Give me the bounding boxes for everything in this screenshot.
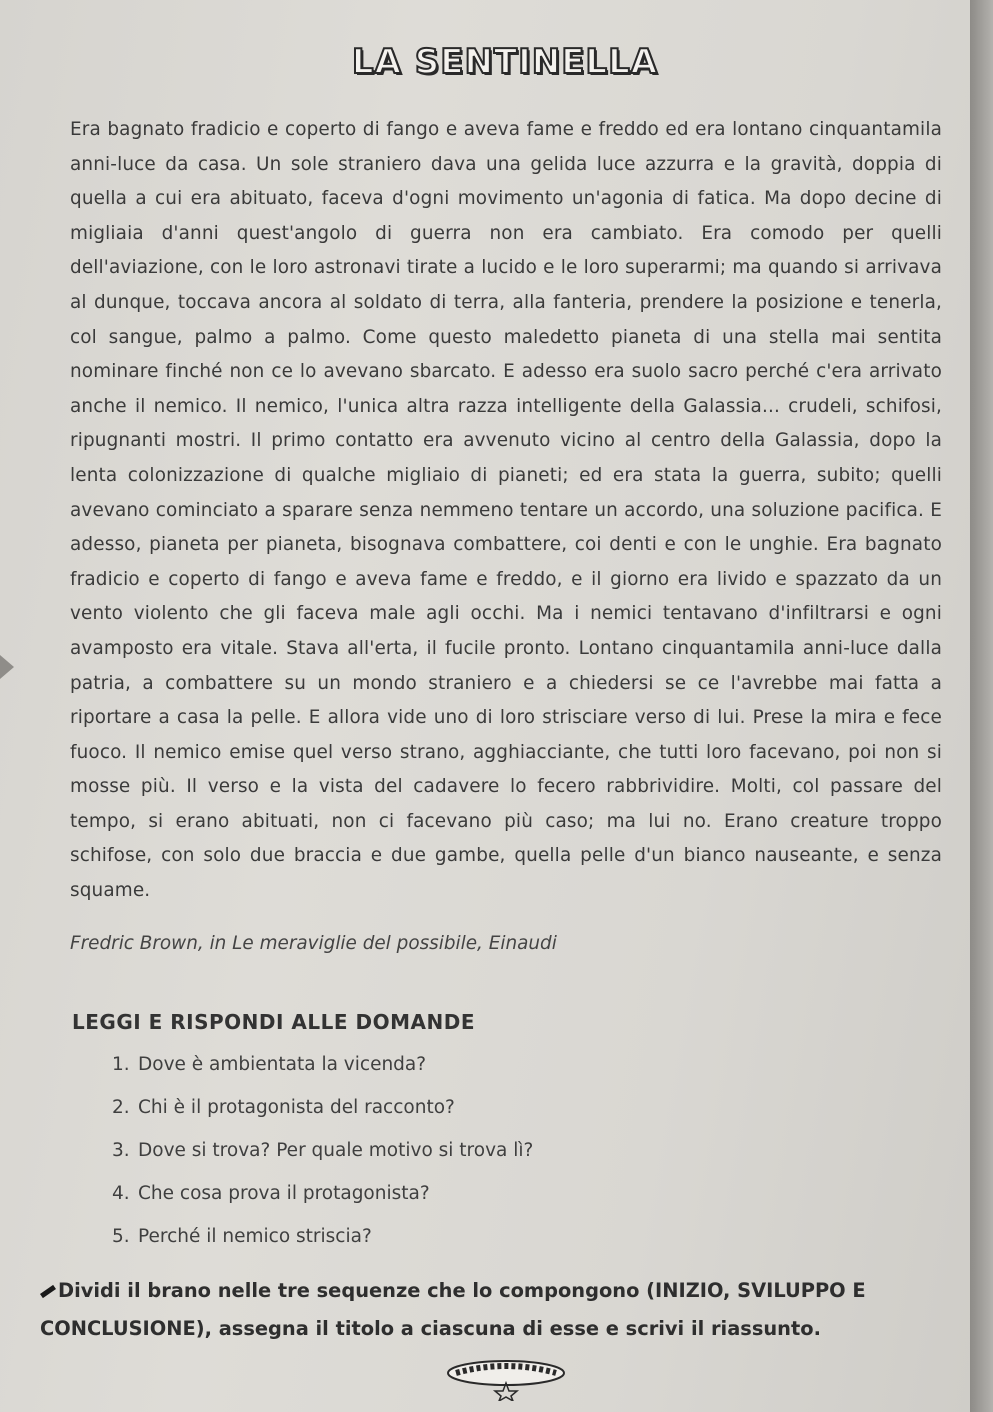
questions-heading: LEGGI E RISPONDI ALLE DOMANDE — [72, 1010, 475, 1034]
task-instruction: Dividi il brano nelle tre sequenze che lo compongono (INIZIO, SVILUPPO E CONCLUSIONE), assegna il titolo a ciascuna di esse e scrivi il riassunto. — [40, 1279, 866, 1340]
question-item: 5. Perché il nemico striscia? — [112, 1226, 372, 1247]
story-text: Era bagnato fradicio e coperto di fango e aveva fame e freddo ed era lontano cinquantamila anni-luce da casa. Un sole straniero dava una gelida luce azzurra e la gravità, doppia di quella a cui era abituato, faceva d'ogni movimento un'agonia di fatica. Ma dopo decine di migliaia d'anni quest'angolo di guerra non era cambiato. Era comodo per quelli dell'aviazione, con le loro astronavi tirate a lucido e le loro superarmi; ma quando si arrivava al dunque, toccava ancora al soldato di terra, alla fanteria, prendere la posizione e tenerla, col sangue, palmo a palmo. Come questo maledetto pianeta di una stella mai sentita nominare finché non ce lo avevano sbarcato. E adesso era suolo sacro perché c'era arrivato anche il nemico. Il nemico, l'unica altra razza intelligente della Galassia... crudeli, schifosi, ripugnanti mostri. Il primo contatto era avvenuto vicino al centro della Galassia, dopo la lenta colonizzazione di qualche migliaio di pianeti; ed era stata la guerra, subito; quelli avevano cominciato a sparare senza nemmeno tentare un accordo, una soluzione pacifica. E adesso, pianeta per pianeta, bisognava combattere, coi denti e con le unghie. Era bagnato fradicio e coperto di fango e aveva fame e freddo, e il giorno era livido e spazzato da un vento violento che gli faceva male agli occhi. Ma i nemici tentavano d'infiltrarsi e ogni avamposto era vitale. Stava all'erta, il fucile pronto. Lontano cinquantamila anni-luce dalla patria, a combattere su un mondo straniero e a chiedersi se ce l'avrebbe mai fatta a riportare a casa la pelle. E allora vide uno di loro strisciare verso di lui. Prese la mira e fece fuoco. Il nemico emise quel verso strano, agghiacciante, che tutti loro facevano, poi non si mosse più. Il verso e la vista del cadavere lo fecero rabbrividire. Molti, col passare del tempo, si erano abituati, non ci facevano più caso; ma lui no. Erano creature troppo schifose, con solo due braccia e due gambe, quella pelle d'un bianco nauseante, e senza squame. — [70, 119, 942, 902]
source-citation: Fredric Brown, in Le meraviglie del possibile, Einaudi — [70, 933, 557, 954]
page-notch — [0, 655, 14, 679]
page-edge — [970, 0, 993, 1412]
pen-mark-icon — [40, 1285, 56, 1298]
question-item: 2. Chi è il protagonista del racconto? — [112, 1097, 455, 1118]
question-item: 4. Che cosa prova il protagonista? — [112, 1183, 430, 1204]
publisher-logo-icon — [446, 1357, 566, 1401]
question-item: 1. Dove è ambientata la vicenda? — [112, 1054, 427, 1075]
page-title: LA SENTINELLA — [351, 42, 659, 82]
question-list — [112, 1043, 533, 1258]
question-item: 3. Dove si trova? Per quale motivo si trova lì? — [112, 1140, 534, 1161]
